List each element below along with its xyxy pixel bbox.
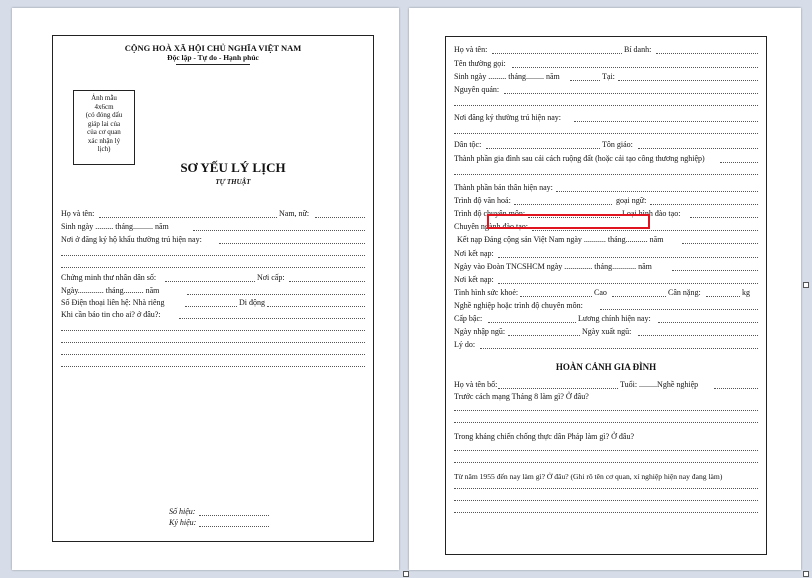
national-header: CỘNG HOÀ XÃ HỘI CHỦ NGHĨA VIỆT NAM	[124, 43, 302, 53]
document-page-left	[12, 8, 399, 570]
field-nguyen-quan: Nguyên quán:	[454, 85, 500, 94]
field-suc-khoe: Tình hình sức khoẻ:	[454, 288, 519, 297]
field-cao: Cao	[594, 288, 607, 297]
national-motto: Độc lập - Tự do - Hạnh phúc	[167, 53, 259, 62]
photo-line: Ảnh mẫu	[91, 94, 117, 102]
field-noi-ket-nap-dang: Nơi kết nạp:	[454, 249, 494, 258]
field-ly-do: Lý do:	[454, 340, 476, 349]
blank-line	[486, 148, 600, 149]
field-ngay-cap: Ngày............. tháng.......... năm	[61, 286, 160, 295]
blank-line	[504, 93, 758, 94]
field-cmnd: Chứng minh thư nhân dân số:	[61, 273, 157, 282]
field-tai: Tại:	[602, 72, 615, 81]
blank-line	[498, 257, 758, 258]
field-loai-hinh-dao-tao: Loại hình đào tạo:	[622, 209, 681, 218]
blank-line	[488, 322, 576, 323]
photo-line: của cơ quan	[87, 128, 121, 136]
blank-line	[315, 217, 365, 218]
blank-line	[656, 53, 758, 54]
blank-line	[512, 67, 758, 68]
field-nghe-nghiep: Nghề nghiệp hoặc trình độ chuyên môn:	[454, 301, 583, 310]
field-trinh-do-van-hoa: Trình độ văn hoá:	[454, 196, 511, 205]
section-title-hoan-canh: HOÀN CẢNH GIA ĐÌNH	[555, 362, 657, 372]
photo-line: giáp lai của	[87, 119, 121, 128]
field-trinh-do-chuyen-mon: Trình độ chuyên môn:	[454, 209, 526, 218]
field-ho-ten: Họ và tên:	[61, 209, 95, 218]
field-cap-bac: Cấp bậc:	[454, 314, 483, 323]
blank-line	[706, 296, 740, 297]
blank-line	[618, 80, 758, 81]
blank-line	[61, 267, 365, 268]
blank-line	[179, 318, 365, 319]
blank-line	[61, 342, 365, 343]
blank-line	[492, 53, 622, 54]
field-tu-1955: Từ năm 1955 đến nay làm gì? Ở đâu? (Ghi rõ tên cơ quan, xí nghiệp hiện nay đang làm)	[454, 472, 723, 481]
blank-line	[61, 255, 365, 256]
photo-placeholder	[73, 90, 135, 165]
blank-line	[520, 296, 592, 297]
field-ho-khau: Nơi ở đăng ký hộ khẩu thường trú hiện nay:	[61, 235, 202, 244]
blank-line	[219, 243, 365, 244]
field-dien-thoai: Số Điện thoại liên hệ: Nhà riêng	[61, 298, 165, 307]
field-sinh-ngay: Sinh ngày ......... tháng......... năm	[454, 72, 560, 81]
blank-line	[672, 270, 758, 271]
photo-line: (có đóng dấu	[85, 111, 123, 119]
field-thanh-phan-ban-than: Thành phần bản thân hiện nay:	[454, 183, 553, 192]
field-ket-nap-dang: Kết nạp Đảng cộng sản Việt Nam ngày ........... tháng........... năm	[457, 235, 664, 244]
photo-line: xác nhận lý	[87, 136, 121, 145]
field-ho-ten: Họ và tên:	[454, 45, 488, 54]
blank-line	[532, 230, 758, 231]
field-noi-cap: Nơi cấp:	[257, 273, 285, 282]
field-gioi-tinh: Nam, nữ:	[279, 209, 310, 218]
field-ngay-nhap-ngu: Ngày nhập ngũ:	[454, 327, 506, 336]
page-border	[445, 36, 767, 555]
photo-line: lịch)	[97, 145, 111, 153]
document-page-right	[409, 8, 801, 570]
blank-line	[650, 204, 758, 205]
field-thanh-phan-gia-dinh: Thành phần gia đình sau cải cách ruộng đất (hoặc cải tạo công thương nghiệp)	[454, 154, 705, 163]
blank-line	[99, 217, 277, 218]
page-border	[52, 35, 374, 542]
blank-line	[185, 306, 237, 307]
field-ngay-xuat-ngu: Ngày xuất ngũ:	[582, 327, 632, 336]
blank-line	[454, 500, 758, 501]
motto-underline	[176, 64, 250, 65]
blank-line	[658, 322, 758, 323]
blank-line	[187, 294, 365, 295]
field-bi-danh: Bí danh:	[624, 45, 652, 54]
resize-handle-corner[interactable]	[803, 571, 809, 577]
field-ngay-vao-doan: Ngày vào Đoàn TNCSHCM ngày .............. tháng............ năm	[454, 262, 652, 271]
blank-line	[61, 366, 365, 367]
blank-line	[612, 296, 666, 297]
blank-line	[454, 488, 758, 489]
document-subtitle: TỰ THUẬT	[215, 178, 251, 186]
highlight-box	[487, 214, 650, 229]
blank-line	[556, 191, 758, 192]
blank-line	[498, 388, 618, 389]
blank-line	[454, 422, 758, 423]
blank-line	[454, 133, 758, 134]
blank-line	[193, 230, 365, 231]
blank-line	[454, 512, 758, 513]
field-sinh-ngay: Sinh ngày ......... tháng.......... năm	[61, 222, 169, 231]
blank-line	[514, 204, 612, 205]
blank-line	[199, 526, 269, 527]
field-tuoi-nghe-nghiep: Tuổi: .........Nghề nghiệp	[620, 380, 699, 389]
blank-line	[720, 162, 758, 163]
blank-line	[690, 217, 758, 218]
field-ton-giao: Tôn giáo:	[602, 140, 633, 149]
blank-line	[61, 354, 365, 355]
blank-line	[480, 348, 758, 349]
blank-line	[454, 105, 758, 106]
document-title: SƠ YẾU LÝ LỊCH	[180, 160, 286, 175]
field-khi-can-bao-tin: Khi cần báo tin cho ai? ở đâu?:	[61, 310, 161, 319]
blank-line	[165, 281, 255, 282]
blank-line	[267, 306, 365, 307]
blank-line	[638, 148, 758, 149]
blank-line	[570, 80, 600, 81]
blank-line	[289, 281, 365, 282]
field-ngoai-ngu: goại ngữ:	[616, 196, 647, 205]
blank-line	[498, 283, 758, 284]
field-ten-thuong-goi: Tên thường gọi:	[454, 59, 506, 68]
field-can-nang: Cân nặng:	[668, 288, 701, 297]
blank-line	[714, 388, 758, 389]
field-ho-ten-bo: Họ và tên bố:	[454, 380, 498, 389]
field-truoc-thang-8: Trước cách mạng Tháng 8 làm gì? Ở đâu?	[454, 392, 589, 401]
field-di-dong: Di động	[239, 298, 265, 307]
blank-line	[61, 330, 365, 331]
blank-line	[199, 515, 269, 516]
blank-line	[574, 121, 758, 122]
field-luong: Lương chính hiện nay:	[578, 314, 651, 323]
blank-line	[454, 410, 758, 411]
field-so-hieu: Số hiệu:	[169, 507, 196, 516]
field-noi-ket-nap-doan: Nơi kết nạp:	[454, 275, 494, 284]
photo-line: 4x6cm	[94, 102, 114, 111]
resize-handle-bottom[interactable]	[403, 571, 409, 577]
field-dan-toc: Dân tộc:	[454, 140, 482, 149]
blank-line	[454, 174, 758, 175]
blank-line	[454, 462, 758, 463]
blank-line	[682, 243, 758, 244]
field-ky-hieu: Ký hiệu:	[169, 518, 197, 527]
blank-line	[600, 309, 758, 310]
blank-line	[638, 335, 758, 336]
resize-handle-right[interactable]	[803, 282, 809, 288]
blank-line	[454, 450, 758, 451]
field-chuyen-nganh: Chuyên ngành đào tạo:	[454, 222, 528, 231]
field-kg: kg	[742, 288, 750, 297]
field-khang-chien: Trong kháng chiến chống thực dân Pháp làm gì? Ở đâu?	[454, 432, 635, 441]
field-noi-dang-ky: Nơi đăng ký thường trú hiện nay:	[454, 113, 562, 122]
blank-line	[508, 335, 580, 336]
